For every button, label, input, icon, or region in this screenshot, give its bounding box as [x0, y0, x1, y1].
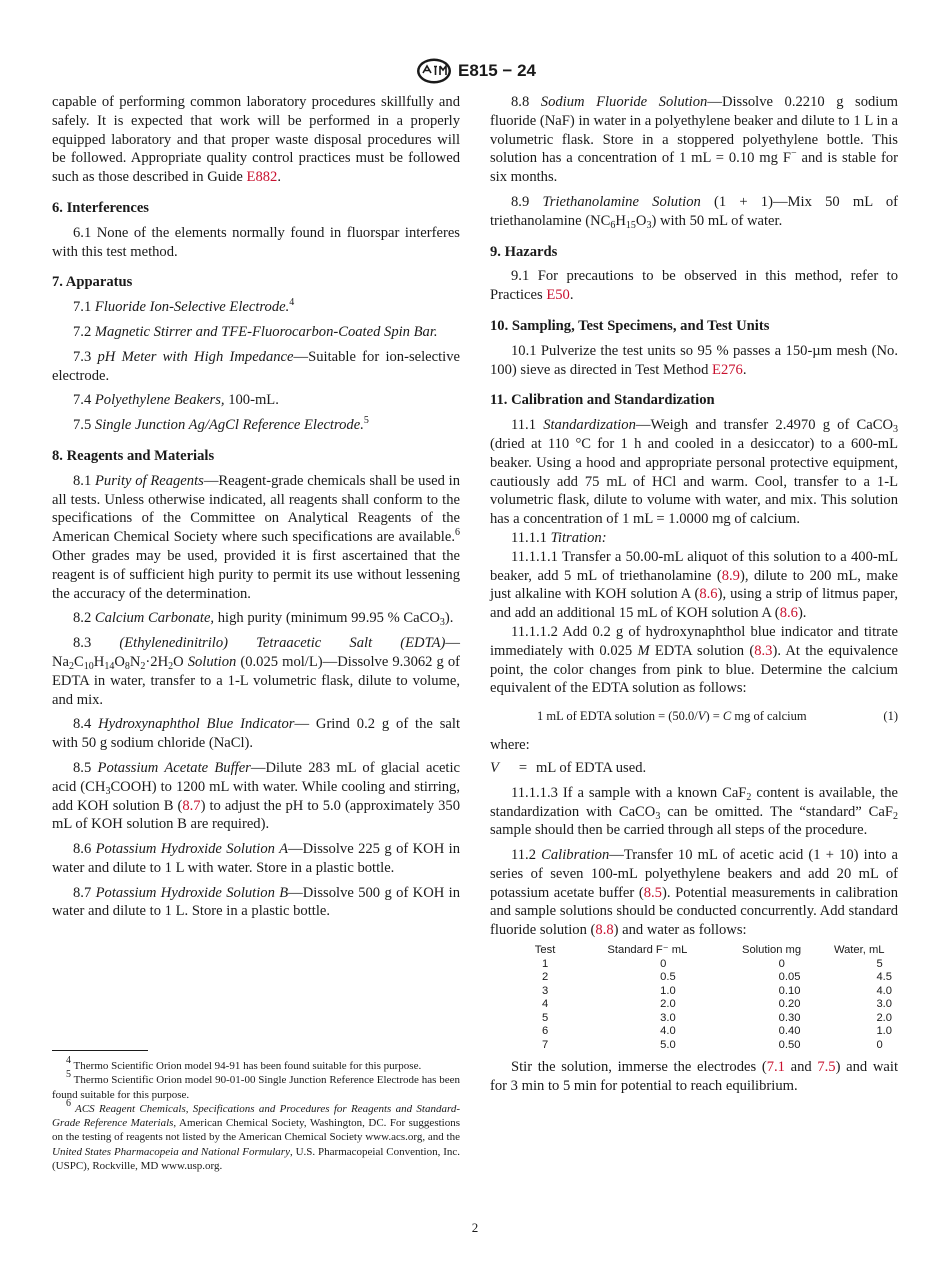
para-11-1: 11.1 Standardization—Weigh and transfer 2.4970 g of CaCO$_3$ (dried at 110 °C for 1 h and cooled in a desiccator) to a 600-mL beaker. Using a hood and appropriate personal protective equipment, cautiously add 75 mL of HCl and warm. Cool, transfer to a 1-L volumetric flask, dilute to volume with water, and mix. This solution has a concentration of 1 mL = 1.0000 mg of calcium. — [490, 417, 898, 528]
footnote-6: $^6$ ACS Reagent Chemicals, Specifications and Procedures for Reagents and Standard-Grade Reference Materials, American Chemical Society, Washington, DC. For suggestions on the testing of reagents not listed by the American Chemical Society www.acs.org, and the United States Pharmacopeia and National Formulary, U.S. Pharmacopeial Convention, Inc. (USPC), Rockville, MD www.usp.org. — [52, 1097, 460, 1173]
page-number: 2 — [471, 1220, 479, 1235]
link-8-6[interactable]: 8.6 — [699, 586, 718, 603]
para-6-1: 6.1 None of the elements normally found in fluorspar interferes with this test method. — [52, 224, 460, 260]
section-10-heading: 10. Sampling, Test Specimens, and Test Units — [490, 317, 770, 334]
link-e50[interactable]: E50 — [546, 287, 570, 304]
para-11-1-1-3: 11.1.1.3 If a sample with a known CaF$_2$ content is available, the standardization with CaCO$_3$ can be omitted. The “standard” CaF$_2$ sample should then be carried through all steps of the procedure. — [490, 784, 898, 839]
right-column — [490, 93, 898, 1102]
footnotes — [52, 1050, 460, 1173]
para-8-9: 8.9 Triethanolamine Solution (1 + 1)—Mix 50 mL of triethanolamine $(NC_6H_{15}O_3)$ with 50 mL of water. — [490, 193, 898, 231]
para-11-1-1: 11.1.1 Titration: — [511, 529, 607, 546]
para-11-1-1-2: 11.1.1.2 Add 0.2 g of hydroxynaphthol blue indicator and titrate immediately with 0.025 M EDTA solution (8.3). At the equivalence point, the color changes from pink to blue. Determine the calcium equivalent of the EDTA solution as follows: — [490, 623, 898, 697]
equation-1: 1 mL of EDTA solution = (50.0/V) = C mg of calcium (1) — [490, 704, 898, 728]
where-label: where: — [490, 737, 530, 754]
calibration-table — [512, 944, 892, 1052]
footnote-5: $^5$ Thermo Scientific Orion model 90-01-00 Single Junction Reference Electrode has been found suitable for this purpose. — [52, 1069, 460, 1101]
para-7-2: 7.2 Magnetic Stirrer and TFE-Fluorocarbon-Coated Spin Bar. — [73, 323, 438, 340]
link-8-6-b[interactable]: 8.6 — [779, 605, 798, 622]
link-8-3[interactable]: 8.3 — [754, 642, 773, 659]
para-9-1: 9.1 For precautions to be observed in this method, refer to Practices E50. — [490, 268, 898, 304]
para-7-5: 7.5 Single Junction Ag/AgCl Reference Electrode.$^5$ — [73, 415, 369, 434]
equation-number: (1) — [883, 709, 898, 724]
table-row: 3 1.0 0.10 4.0 — [541, 984, 892, 997]
link-8-9[interactable]: 8.9 — [721, 567, 740, 584]
table-row: 4 2.0 0.20 3.0 — [541, 998, 892, 1011]
para-8-8: 8.8 Sodium Fluoride Solution—Dissolve 0.2210 g sodium fluoride (NaF) in water in a polyethylene beaker and dilute to 1 L in a volumetric flask. Store in a stoppered polyethylene bottle. This solution has a concentration of 1 mL = 0.10 mg F− and is stable for six months. — [490, 94, 898, 186]
document-designation: E815 − 24 — [458, 61, 536, 80]
intro-paragraph: capable of performing common laboratory procedures skillfully and safely. It is expected that work will be performed in a properly equipped laboratory and that proper waste disposal procedures will be followed. Appropriate quality control practices must be followed such as those described in Guide E882. — [52, 94, 460, 186]
left-column — [52, 93, 460, 927]
section-7-heading: 7. Apparatus — [52, 274, 133, 291]
footnote-ref-5[interactable]: 5 — [363, 415, 369, 427]
variable-definition: V = mL of EDTA used. — [490, 759, 647, 776]
table-row: 6 4.0 0.40 1.0 — [541, 1025, 892, 1038]
footnote-4: $^4$ Thermo Scientific Orion model 94-91 has been found suitable for this purpose. — [66, 1055, 422, 1072]
table-row: 2 0.5 0.05 4.5 — [541, 971, 892, 984]
para-8-4: 8.4 Hydroxynaphthol Blue Indicator— Grind 0.2 g of the salt with 50 g sodium chloride (NaCl). — [52, 716, 460, 752]
link-e276[interactable]: E276 — [712, 361, 743, 378]
section-9-heading: 9. Hazards — [490, 243, 558, 260]
section-8-heading: 8. Reagents and Materials — [52, 447, 215, 464]
footnote-ref-6[interactable]: 6 — [455, 527, 460, 539]
col-header-test: Test — [534, 944, 556, 957]
para-8-2: 8.2 Calcium Carbonate, high purity (minimum 99.95 % CaCO$_3$). — [73, 610, 454, 629]
table-header-row — [512, 944, 892, 958]
page-header — [0, 57, 950, 85]
table-row: 5 3.0 0.30 2.0 — [541, 1011, 892, 1024]
col-header-water: Water, mL — [833, 944, 885, 957]
para-7-4: 7.4 Polyethylene Beakers, 100-mL. — [73, 392, 279, 409]
footnote-ref-4[interactable]: 4 — [289, 297, 295, 309]
link-8-5[interactable]: 8.5 — [643, 884, 662, 901]
col-header-solution: Solution mg — [741, 944, 802, 957]
para-8-5: 8.5 Potassium Acetate Buffer—Dilute 283 mL of glacial acetic acid $(CH_3COOH)$ to 1200 mL with water. While cooling and stirring, add KOH solution B (8.7) to adjust the pH to 5.0 (approximately 350 mL of KOH solution B are required). — [52, 759, 461, 833]
para-11-2: 11.2 Calibration—Transfer 10 mL of acetic acid (1 + 10) into a series of seven 100-mL polyethylene beakers and add 20 mL of potassium acetate buffer (8.5). Potential measurements in calibration and sample solutions should be conducted concurrently. Add standard fluoride solution (8.8) and water as follows: — [490, 847, 898, 939]
link-8-8[interactable]: 8.8 — [595, 922, 614, 939]
section-11-heading: 11. Calibration and Standardization — [490, 392, 715, 409]
table-row: 7 5.0 0.50 0 — [541, 1038, 883, 1051]
para-11-1-1-1: 11.1.1.1 Transfer a 50.00-mL aliquot of this solution to a 400-mL beaker, add 5 mL of triethanolamine (8.9), dilute to 200 mL, make just alkaline with KOH solution A (8.6), using a strip of litmus paper, and add an additional 15 mL of KOH solution A (8.6). — [490, 548, 899, 622]
para-8-1: 8.1 Purity of Reagents—Reagent-grade chemicals shall be used in all tests. Unless otherwise indicated, all reagents shall conform to the specifications of the Committee on Analytical Reagents of the American Chemical Society where such specifications are available.$^6$ Other grades may be used, provided it is first ascertained that the reagent is of sufficient high purity to permit its use without lessening the accuracy of the determination. — [52, 472, 460, 602]
table-row: 1 0 0 5 — [541, 957, 883, 970]
section-6-heading: 6. Interferences — [52, 199, 149, 216]
footnote-divider — [52, 1050, 148, 1051]
para-8-3: 8.3 (Ethylenedinitrilo) Tetraacetic Salt $(EDTA)—Na_2C_{10}H_{14}O_8N_2\cdot 2H_2O$ Solution (0.025 mol/L)—Dissolve 9.3062 g of EDTA in water, transfer to a 1-L volumetric flask, dilute to volume, and mix. — [52, 635, 460, 708]
link-7-1[interactable]: 7.1 — [766, 1059, 785, 1076]
para-8-6: 8.6 Potassium Hydroxide Solution A—Dissolve 225 g of KOH in water and dilute to 1 L with water. Store in a plastic bottle. — [52, 841, 460, 876]
link-8-7[interactable]: 8.7 — [182, 797, 201, 814]
link-e882[interactable]: E882 — [246, 169, 278, 186]
para-7-3: 7.3 pH Meter with High Impedance—Suitable for ion-selective electrode. — [52, 348, 461, 384]
astm-logo-icon — [414, 57, 454, 85]
col-header-standard: Standard F⁻ mL — [607, 944, 688, 957]
para-10-1: 10.1 Pulverize the test units so 95 % passes a 150-µm mesh (No. 100) sieve as directed in Test Method E276. — [490, 342, 898, 378]
para-8-7: 8.7 Potassium Hydroxide Solution B—Dissolve 500 g of KOH in water and dilute to 1 L. Store in a plastic bottle. — [52, 884, 461, 920]
para-7-1: 7.1 Fluoride Ion-Selective Electrode.$^4$ — [73, 297, 295, 316]
para-stir: Stir the solution, immerse the electrodes (7.1 and 7.5) and wait for 3 min to 5 min for potential to reach equilibrium. — [490, 1059, 899, 1094]
link-7-5[interactable]: 7.5 — [817, 1059, 836, 1076]
